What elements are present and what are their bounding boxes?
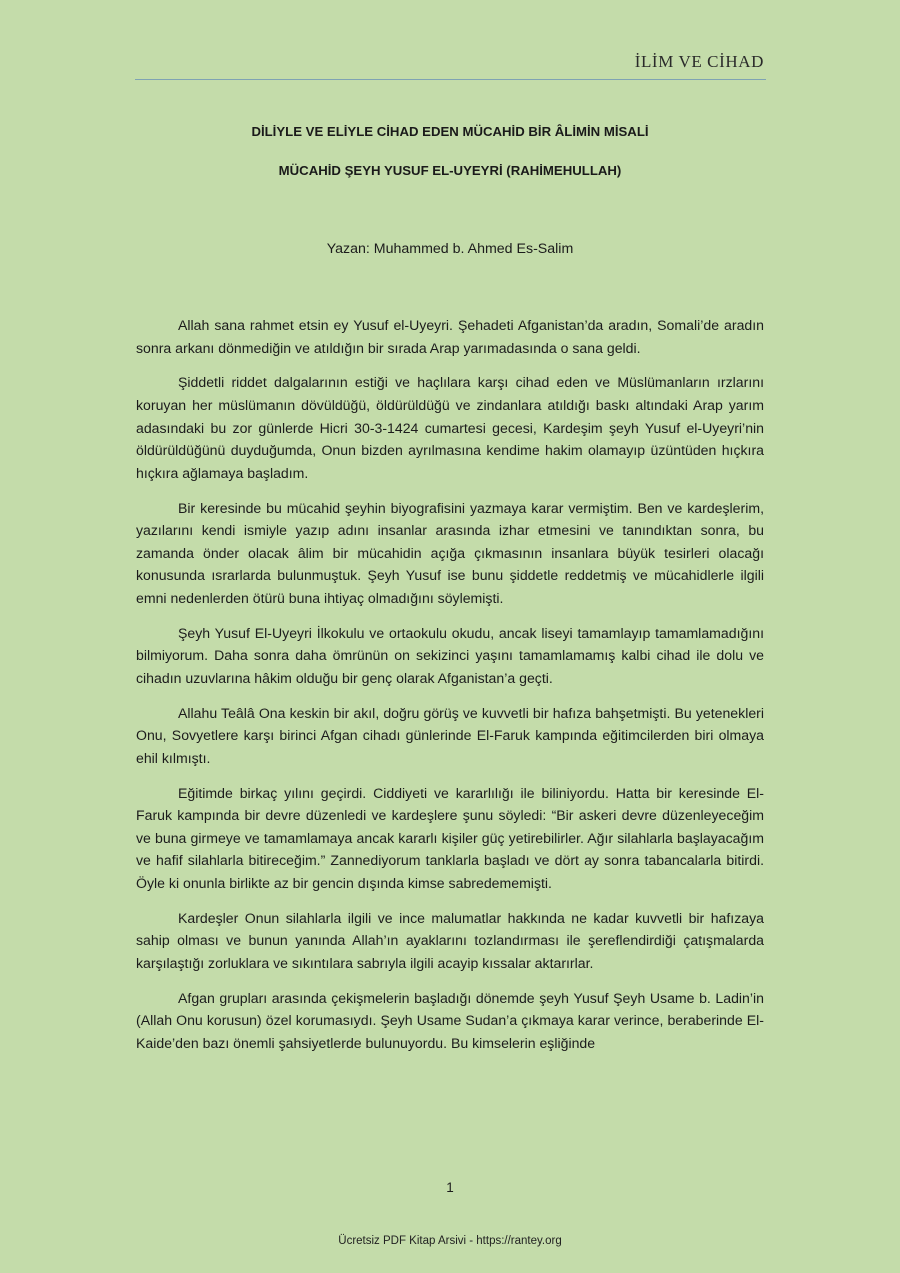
paragraph: Eğitimde birkaç yılını geçirdi. Ciddiyeti ve kararlılığı ile biliniyordu. Hatta bir keresinde El-Faruk kampında bir devre düzenledi ve kardeşlere şunu söyledi: “Bir askeri devre düzenleyeceğim ve buna girmeye ve tamamlamaya ancak kararlı kişiler güç yetirebilirler. Ağır silahlarla başlayacağım ve hafif silahlarla bitireceğim.” Zannediyorum tanklarla başladı ve dört ay sonra tabancalarla bitirdi. Öyle ki onunla birlikte az bir gencin dışında kimse sabredememişti.	[136, 784, 764, 891]
body-text	[136, 314, 764, 1067]
paragraph: Afgan grupları arasında çekişmelerin başladığı dönemde şeyh Yusuf Şeyh Usame b. Ladin’in (Allah Onu korusun) özel korumasıydı. Şeyh Usame Sudan’a çıkmaya karar verince, beraberinde El-Kaide’den bazı önemli şahsiyetlerde bulunuyordu. Bu kimselerin eşliğinde	[136, 989, 764, 1051]
header-divider	[135, 79, 766, 80]
paragraph: Allahu Teâlâ Ona keskin bir akıl, doğru görüş ve kuvvetli bir hafıza bahşetmişti. Bu yetenekleri Onu, Sovyetlere karşı birinci Afgan cihadı günlerinde El-Faruk kampında eğitimcilerden biri olmaya ehil kılmıştı.	[136, 704, 764, 766]
paragraph: Şiddetli riddet dalgalarının estiği ve haçlılara karşı cihad eden ve Müslümanların ırzlarını koruyan her müslümanın dövüldüğü, öldürüldüğü ve zindanlara atıldığı baskı altındaki Arap yarım adasındaki bu zor günlerde Hicri 30-3-1424 cumartesi gecesi, Kardeşim şeyh Yusuf el-Uyeyri’nin öldürüldüğünü duyduğumda, Onun bizden ayrılmasına kendime hakim olamayıp üzüntüden hıçkıra hıçkıra ağlamaya başladım.	[136, 374, 764, 481]
paragraph: Allah sana rahmet etsin ey Yusuf el-Uyeyri. Şehadeti Afganistan’da aradın, Somali’de aradın sonra arkanı dönmediğin ve atıldığın bir sırada Arap yarımadasında o sana geldi.	[136, 317, 764, 356]
document-title-line-1: DİLİYLE VE ELİYLE CİHAD EDEN MÜCAHİD BİR ÂLİMİN MİSALİ	[251, 124, 649, 139]
running-header-title: İLİM VE CİHAD	[634, 52, 764, 71]
paragraph: Şeyh Yusuf El-Uyeyri İlkokulu ve ortaokulu okudu, ancak liseyi tamamlayıp tamamlamadığını bilmiyorum. Daha sonra daha ömrünün on sekizinci yaşını tamamlamamış kalbi cihad ile dolu ve cihadın uzuvlarına hâkim olduğu bir genç olarak Afganistan’a geçti.	[136, 624, 764, 686]
paragraph: Kardeşler Onun silahlarla ilgili ve ince malumatlar hakkında ne kadar kuvvetli bir hafızaya sahip olması ve bunun yanında Allah’ın ayaklarını tozlandırması ile şereflendirdiği çatışmalarda karşılaştığı zorluklara ve sıkıntılara sabrıyla ilgili acayip kıssalar aktarırlar.	[136, 909, 764, 971]
document-title-line-2: MÜCAHİD ŞEYH YUSUF EL-UYEYRİ (RAHİMEHULLAH)	[278, 163, 622, 178]
author-line: Yazan: Muhammed b. Ahmed Es-Salim	[326, 241, 574, 257]
paragraph: Bir keresinde bu mücahid şeyhin biyografisini yazmaya karar vermiştim. Ben ve kardeşlerim, yazılarını kendi ismiyle yazıp adını insanlar arasında izhar etmesini ve tanındıktan sonra, bu zamanda önder olacak âlim bir mücahidin açığa çıkmasının insanlara büyük tesirleri olacağı konusunda ısrarlarda bulunmuştuk. Şeyh Yusuf ise bunu şiddetle reddetmiş ve mücahidlerle ilgili emni nedenlerden ötürü buna ihtiyaç olmadığını söylemişti.	[136, 499, 764, 606]
page-number: 1	[446, 1180, 454, 1195]
footer-source-note: Ücretsiz PDF Kitap Arsivi - https://rantey.org	[338, 1235, 562, 1247]
